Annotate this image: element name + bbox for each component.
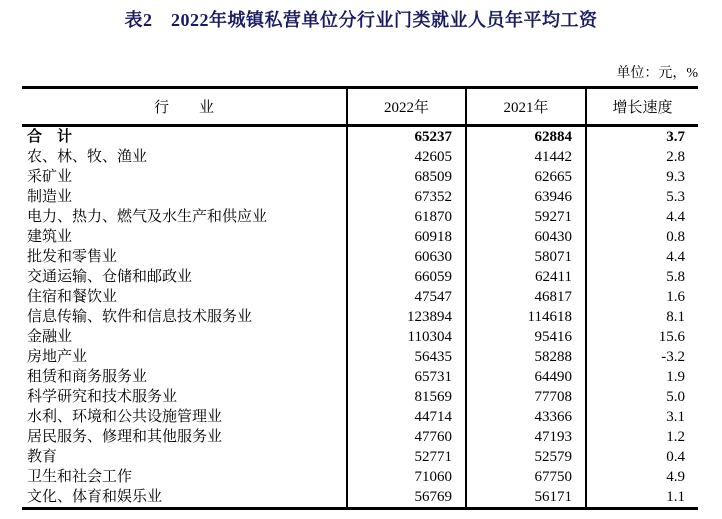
col-header-2022: 2022年: [347, 88, 466, 126]
growth-rate-cell: 5.3: [586, 187, 698, 207]
table-row: [22, 387, 698, 407]
industry-cell: 信息传输、软件和信息技术服务业: [27, 309, 253, 325]
industry-cell: 卫生和社会工作: [27, 469, 133, 485]
col-header-industry: 行 业: [153, 100, 214, 116]
table-row: [22, 307, 698, 327]
value-2022-cell: 42605: [347, 147, 466, 167]
growth-rate-cell: 4.9: [586, 467, 698, 487]
growth-rate-cell: 1.2: [586, 427, 698, 447]
industry-cell: 交通运输、仓储和邮政业: [27, 269, 193, 285]
value-2021-cell: 62411: [466, 267, 586, 287]
value-2022-cell: 47547: [347, 287, 466, 307]
growth-rate-cell: 2.8: [586, 147, 698, 167]
value-2022-cell: 56435: [347, 347, 466, 367]
table-row: [22, 267, 698, 287]
value-2022-cell: 56769: [347, 487, 466, 509]
page-title: 表2 2022年城镇私营单位分行业门类就业人员年平均工资: [124, 10, 598, 30]
value-2022-cell: 66059: [347, 267, 466, 287]
growth-rate-cell: 3.7: [586, 126, 698, 148]
value-2021-cell: 52579: [466, 447, 586, 467]
value-2022-cell: 61870: [347, 207, 466, 227]
value-2021-cell: 67750: [466, 467, 586, 487]
growth-rate-cell: 15.6: [586, 327, 698, 347]
table-row: [22, 467, 698, 487]
value-2022-cell: 71060: [347, 467, 466, 487]
wage-table: [22, 86, 698, 510]
growth-rate-cell: 1.6: [586, 287, 698, 307]
growth-rate-cell: 3.1: [586, 407, 698, 427]
value-2021-cell: 62884: [466, 126, 586, 148]
value-2022-cell: 67352: [347, 187, 466, 207]
value-2021-cell: 114618: [466, 307, 586, 327]
growth-rate-cell: 1.9: [586, 367, 698, 387]
growth-rate-cell: 8.1: [586, 307, 698, 327]
table-row: [22, 487, 698, 509]
table-row: [22, 427, 698, 447]
industry-cell: 科学研究和技术服务业: [27, 389, 178, 405]
industry-cell: 文化、体育和娱乐业: [27, 489, 163, 505]
growth-rate-cell: 1.1: [586, 487, 698, 509]
table-row: [22, 287, 698, 307]
col-header-2021: 2021年: [466, 88, 586, 126]
table-row: [22, 227, 698, 247]
table-row: [22, 247, 698, 267]
table-row: [22, 347, 698, 367]
table-row: [22, 207, 698, 227]
table-row: [22, 407, 698, 427]
table-row: [22, 327, 698, 347]
industry-cell: 采矿业: [27, 169, 73, 185]
growth-rate-cell: 5.8: [586, 267, 698, 287]
value-2021-cell: 43366: [466, 407, 586, 427]
growth-rate-cell: 0.8: [586, 227, 698, 247]
value-2021-cell: 63946: [466, 187, 586, 207]
growth-rate-cell: 9.3: [586, 167, 698, 187]
industry-cell: 建筑业: [27, 229, 73, 245]
value-2022-cell: 110304: [347, 327, 466, 347]
table-row: [22, 187, 698, 207]
value-2021-cell: 95416: [466, 327, 586, 347]
table-row: [22, 167, 698, 187]
table-row: [22, 126, 698, 148]
industry-cell: 制造业: [27, 189, 73, 205]
value-2021-cell: 77708: [466, 387, 586, 407]
industry-cell: 住宿和餐饮业: [27, 289, 118, 305]
industry-cell: 电力、热力、燃气及水生产和供应业: [27, 209, 268, 225]
industry-cell: 批发和零售业: [27, 249, 118, 265]
value-2021-cell: 46817: [466, 287, 586, 307]
value-2022-cell: 47760: [347, 427, 466, 447]
value-2022-cell: 81569: [347, 387, 466, 407]
value-2021-cell: 60430: [466, 227, 586, 247]
industry-cell: 教育: [27, 449, 58, 465]
industry-cell: 合 计: [27, 129, 73, 145]
value-2021-cell: 64490: [466, 367, 586, 387]
value-2021-cell: 58288: [466, 347, 586, 367]
value-2022-cell: 44714: [347, 407, 466, 427]
industry-cell: 金融业: [27, 329, 73, 345]
value-2022-cell: 60630: [347, 247, 466, 267]
growth-rate-cell: 5.0: [586, 387, 698, 407]
value-2021-cell: 59271: [466, 207, 586, 227]
header-row: [22, 88, 698, 126]
table-row: [22, 447, 698, 467]
value-2022-cell: 52771: [347, 447, 466, 467]
growth-rate-cell: 4.4: [586, 247, 698, 267]
value-2021-cell: 62665: [466, 167, 586, 187]
unit-note: 单位：元，%: [616, 66, 698, 81]
growth-rate-cell: -3.2: [586, 347, 698, 367]
value-2021-cell: 58071: [466, 247, 586, 267]
value-2022-cell: 60918: [347, 227, 466, 247]
table-row: [22, 367, 698, 387]
value-2022-cell: 68509: [347, 167, 466, 187]
growth-rate-cell: 4.4: [586, 207, 698, 227]
industry-cell: 租赁和商务服务业: [27, 369, 148, 385]
growth-rate-cell: 0.4: [586, 447, 698, 467]
industry-cell: 水利、环境和公共设施管理业: [27, 409, 223, 425]
value-2022-cell: 65237: [347, 126, 466, 148]
col-header-growth: 增长速度: [586, 88, 698, 126]
industry-cell: 农、林、牧、渔业: [27, 149, 148, 165]
value-2021-cell: 41442: [466, 147, 586, 167]
value-2022-cell: 65731: [347, 367, 466, 387]
industry-cell: 居民服务、修理和其他服务业: [27, 429, 223, 445]
industry-cell: 房地产业: [27, 349, 88, 365]
value-2022-cell: 123894: [347, 307, 466, 327]
table-row: [22, 147, 698, 167]
value-2021-cell: 56171: [466, 487, 586, 509]
table-body: [22, 126, 698, 509]
value-2021-cell: 47193: [466, 427, 586, 447]
